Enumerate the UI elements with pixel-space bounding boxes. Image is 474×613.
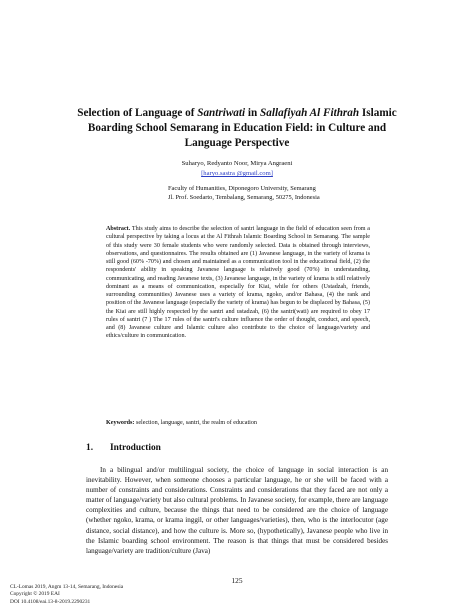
section-number: 1. — [86, 443, 94, 453]
keywords-text: selection, language, santri, the realm of education — [135, 420, 257, 426]
keywords-label: Keywords: — [106, 420, 135, 426]
abstract-text: This study aims to describe the selection of santri language in the field of education seen from a cultural perspective by taking a locus at the Al Fithrah Islamic Boarding School in Semarang. The sample of this study were 30 female students who were randomly selected. Data is obtained through interviews, observations, and questionnaires. The results obtained are (1) Javanese language, in the variety of krama is still good (60% -70%) and chosen and maintained as a communication tool in the educational field, (2) the respondents' ability in speaking Javanese language is relatively good (70%) in understanding, communicating, and reading Javanese texts, (3) Javanese language, in the variety of krama is still relatively dominant as a means of communication, especially for Kiai, while for others (Ustadzah, friends, surrounding communities) Javanese uses a variety of krama, ngoko, and/or Bahasa, (4) the rank and position of the Javanese language (especially the variety of krama) has begun to be displaced by Bahasa, (5) the Kiai are still highly respected by the santri and ustadzah, (6) the santri(wati) are required to obey 17 rules of santri (7 ) The 17 rules of the santri's culture influence the order of thought, conduct, and speech, and (8) Javanese culture and Islamic culture also contribute to the choice of language/variety and ethics/culture in communication. — [106, 226, 370, 340]
affiliation-line: Jl. Prof. Soedarto, Tembalang, Semarang, 50275, Indonesia — [168, 193, 320, 201]
abstract-label: Abstract. — [106, 226, 131, 232]
abstract — [106, 225, 370, 341]
title-text: Selection of Language of — [77, 107, 198, 119]
page-number: 125 — [231, 576, 243, 585]
affiliation — [168, 185, 320, 202]
title-italic-school: Sallafiyah Al Fithrah — [260, 107, 360, 119]
body-paragraph: In a bilingual and/or multilingual society, the choice of language in social interaction is an inevitability. However, when someone chooses a particular language, he or she will be faced with a number of constraints and considerations. Constraints and considerations that they faced are not only a matter of language/variety but also cultural problems. In Javanese society, for example, there are language complexities and culture, because the things that need to be considered are the choice of language (whether ngoko, krama, or krama inggil, or other languages/varieties), then, who is the interlocutor (age distance, social distance), and how the culture is. More so, (hypothetically), Javanese people who live in the Islamic boarding school environment. The reason is that things that must be considered besides language/variety are tradition/culture (Java) — [86, 466, 388, 555]
keywords — [106, 419, 370, 427]
footer — [10, 584, 123, 606]
section-title: Introduction — [110, 443, 161, 453]
affiliation-line: Faculty of Humanities, Diponegoro University, Semarang — [168, 185, 316, 192]
author-email-link[interactable]: [haryo.sastra @gmail.com] — [201, 170, 273, 177]
title-text: Islamic Boarding School Semarang in Education Field: in Culture and Language Perspective — [87, 107, 397, 149]
title-text: in — [245, 107, 261, 119]
footer-line: CL-Lomas 2019, Angm 13-14, Semarang, Indonesia — [10, 584, 124, 590]
footer-line: DOI 10.4108/eai.13-8-2019.2290231 — [10, 598, 91, 605]
authors: Suharyo, Redyanto Noor, Mirya Angraeni — [181, 160, 293, 167]
title-italic-santriwati: Santriwati — [197, 107, 246, 119]
paper-title — [70, 106, 404, 151]
footer-line: Copyright © 2019 EAI — [10, 591, 60, 598]
section-heading — [86, 443, 161, 453]
